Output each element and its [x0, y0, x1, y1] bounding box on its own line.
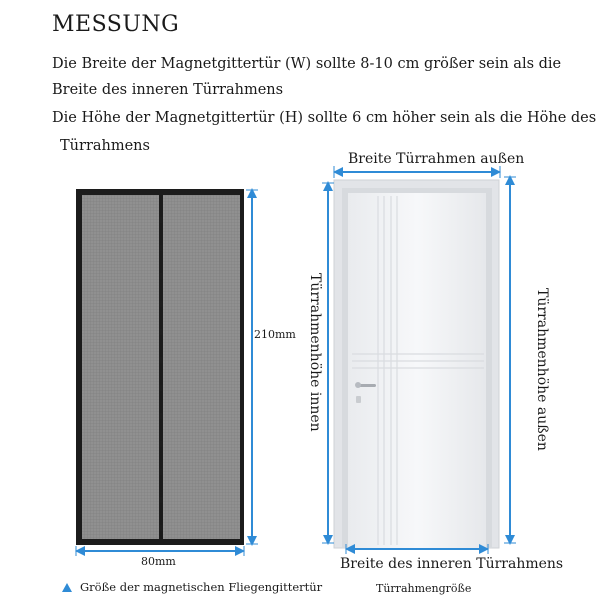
- screen-height-label: 210mm: [254, 328, 296, 341]
- magnetic-screen-door: [76, 189, 244, 545]
- screen-mesh-right: [163, 195, 240, 539]
- door-frame-caption: Türrahmengröße: [376, 582, 472, 595]
- door-lock: [356, 396, 361, 403]
- triangle-icon: [62, 583, 72, 592]
- instruction-width-line-2: Breite des inneren Türrahmens: [52, 82, 284, 98]
- screen-door-caption: Größe der magnetischen Fliegengittertür: [80, 580, 323, 594]
- screen-mesh-left: [82, 195, 159, 539]
- page-title: MESSUNG: [52, 12, 180, 37]
- door-leaf: [348, 193, 486, 548]
- inner-height-label: Türrahmenhöhe innen: [307, 273, 323, 432]
- instruction-height-line-1: Die Höhe der Magnetgittertür (H) sollte 6 cm höher sein als die Höhe des: [52, 110, 597, 126]
- instruction-width-line-1: Die Breite der Magnetgittertür (W) sollte 8-10 cm größer sein als die: [52, 56, 562, 72]
- door-illustration: [334, 180, 499, 548]
- outer-width-label: Breite Türrahmen außen: [348, 151, 525, 167]
- inner-width-label: Breite des inneren Türrahmens: [340, 556, 564, 572]
- screen-width-label: 80mm: [141, 555, 176, 568]
- instruction-height-line-2: Türrahmens: [60, 138, 150, 154]
- outer-height-label: Türrahmenhöhe außen: [534, 288, 550, 451]
